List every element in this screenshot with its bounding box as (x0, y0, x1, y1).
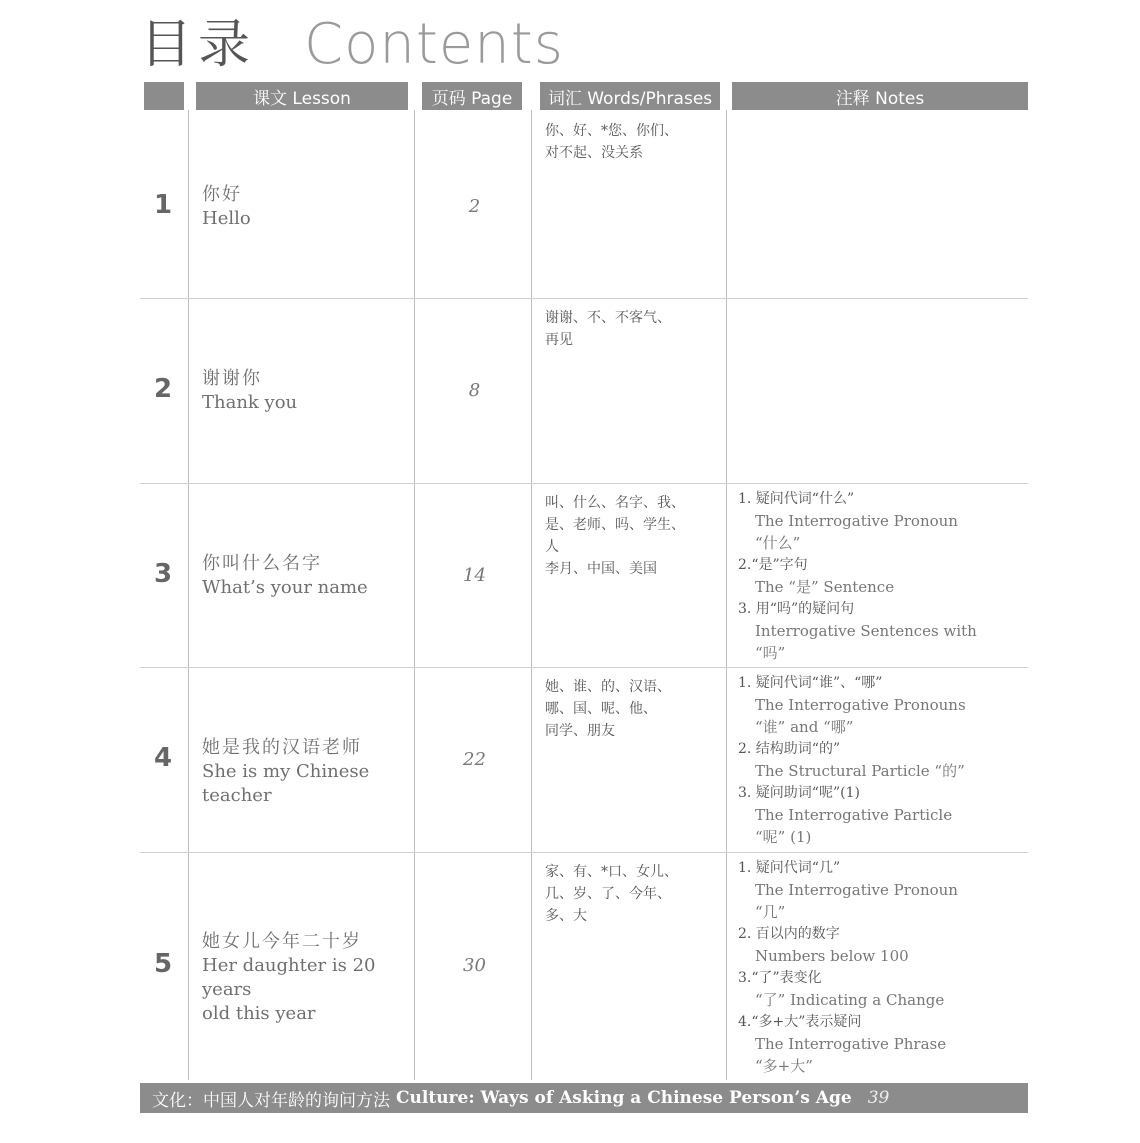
note-english: “了” Indicating a Change (755, 991, 945, 1009)
lesson-words (545, 861, 720, 927)
column-divider (531, 110, 532, 1080)
word-line: 再见 (545, 332, 573, 348)
note-english: The Interrogative Particle (755, 806, 953, 824)
note-english: “吗” (755, 644, 786, 662)
lesson-title-english: old this year (202, 1003, 316, 1024)
lesson-number: 3 (153, 559, 173, 589)
word-line: 人 (545, 539, 559, 555)
lesson-words (545, 120, 720, 164)
lesson-page-number: 22 (463, 749, 486, 770)
row-divider (140, 483, 1028, 484)
word-line: 同学、朋友 (545, 723, 615, 739)
title-english: Contents (304, 12, 564, 77)
note-english: The Interrogative Pronoun (755, 512, 958, 530)
lesson-title-chinese: 你好 (202, 184, 242, 205)
lesson-notes (738, 672, 1028, 848)
lesson-page-number: 2 (468, 196, 481, 217)
word-line: 几、岁、了、今年、 (545, 886, 671, 902)
lesson-page-number: 30 (463, 955, 486, 976)
note-english: “几” (755, 903, 786, 921)
note-chinese: 1. 疑问代词“谁”、“哪” (738, 675, 883, 691)
note-english: “呢” (1) (755, 828, 812, 846)
lesson-title (202, 930, 417, 1026)
row-divider (140, 852, 1028, 853)
lesson-number: 1 (153, 190, 173, 220)
lesson-title-english: What’s your name (202, 577, 368, 598)
word-line: 家、有、*口、女儿、 (545, 864, 678, 880)
lesson-words (545, 307, 720, 351)
note-english: Interrogative Sentences with (755, 622, 977, 640)
lesson-title-english: Hello (202, 208, 251, 229)
lesson-title (202, 552, 417, 600)
title-chinese: 目录 (140, 15, 257, 75)
header-words: 词汇 Words/Phrases (540, 82, 720, 110)
lesson-title-chinese: 她是我的汉语老师 (202, 737, 362, 758)
footer-page: 39 (867, 1088, 890, 1108)
note-chinese: 1. 疑问代词“几” (738, 860, 841, 876)
note-chinese: 2. 百以内的数字 (738, 926, 840, 942)
lesson-words (545, 676, 720, 742)
word-line: 是、老师、吗、学生、 (545, 517, 685, 533)
word-line: 对不起、没关系 (545, 145, 643, 161)
note-english: “多+大” (755, 1057, 813, 1075)
word-line: 叫、什么、名字、我、 (545, 495, 685, 511)
note-chinese: 2.“是”字句 (738, 557, 808, 573)
note-english: “谁” and “哪” (755, 718, 854, 736)
culture-footer (140, 1083, 1028, 1113)
word-line: 多、大 (545, 908, 587, 924)
footer-english: Culture: Ways of Asking a Chinese Person’s Age (396, 1088, 852, 1108)
lesson-number: 4 (153, 743, 173, 773)
lesson-title-english: Her daughter is 20 years (202, 955, 376, 1000)
note-chinese: 3. 用“吗”的疑问句 (738, 601, 855, 617)
lesson-title (202, 183, 417, 231)
note-english: “什么” (755, 534, 801, 552)
row-divider (140, 298, 1028, 299)
note-english: The Interrogative Phrase (755, 1035, 947, 1053)
lesson-title-chinese: 她女儿今年二十岁 (202, 931, 362, 952)
lesson-title-english: She is my Chinese teacher (202, 761, 370, 806)
word-line: 谢谢、不、不客气、 (545, 310, 671, 326)
lesson-words (545, 492, 720, 580)
note-chinese: 4.“多+大”表示疑问 (738, 1014, 862, 1030)
word-line: 哪、国、呢、他、 (545, 701, 657, 717)
lesson-title-chinese: 谢谢你 (202, 368, 262, 389)
lesson-page-number: 14 (463, 565, 486, 586)
header-lesson: 课文 Lesson (196, 82, 408, 110)
lesson-title-english: Thank you (202, 392, 298, 413)
row-divider (140, 667, 1028, 668)
footer-chinese: 文化：中国人对年龄的询问方法 (152, 1090, 390, 1111)
header-number-cell (144, 82, 184, 110)
note-chinese: 2. 结构助词“的” (738, 741, 841, 757)
lesson-page-number: 8 (468, 380, 481, 401)
note-english: The Structural Particle “的” (755, 762, 965, 780)
note-chinese: 3.“了”表变化 (738, 970, 822, 986)
word-line: 李月、中国、美国 (545, 561, 657, 577)
lesson-notes (738, 488, 1028, 664)
lesson-number: 2 (153, 374, 173, 404)
page-title (140, 6, 564, 76)
note-english: The Interrogative Pronouns (755, 696, 966, 714)
note-english: The “是” Sentence (755, 578, 895, 596)
lesson-notes (738, 857, 1028, 1077)
word-line: 她、谁、的、汉语、 (545, 679, 671, 695)
header-page: 页码 Page (422, 82, 522, 110)
note-english: The Interrogative Pronoun (755, 881, 958, 899)
note-english: Numbers below 100 (755, 947, 909, 965)
note-chinese: 1. 疑问代词“什么” (738, 491, 855, 507)
lesson-number: 5 (153, 949, 173, 979)
word-line: 你、好、*您、你们、 (545, 123, 678, 139)
column-divider (188, 110, 189, 1080)
lesson-title (202, 736, 417, 808)
note-chinese: 3. 疑问助词“呢”(1) (738, 785, 860, 801)
header-notes: 注释 Notes (732, 82, 1028, 110)
column-divider (726, 110, 727, 1080)
lesson-title-chinese: 你叫什么名字 (202, 553, 322, 574)
lesson-title (202, 367, 417, 415)
